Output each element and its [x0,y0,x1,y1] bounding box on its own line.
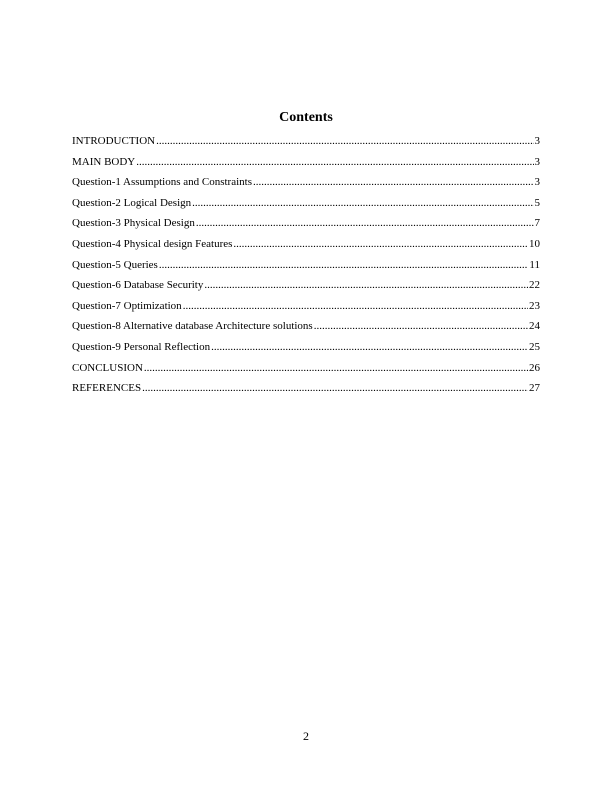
toc-entry-question-8[interactable] [72,319,540,340]
toc-entry-page: 22 [529,279,540,292]
toc-entry-page: 23 [529,299,540,312]
toc-entry-page: 27 [529,382,540,395]
toc-entry-label: Question-6 Database Security [72,279,204,292]
toc-entry-introduction[interactable] [72,134,540,155]
toc-entry-conclusion[interactable] [72,361,540,382]
toc-entry-question-3[interactable] [72,216,540,237]
toc-dot-leader [183,299,528,313]
toc-entry-page: 3 [534,135,540,147]
toc-entry-question-9[interactable] [72,340,540,361]
toc-dot-leader [233,237,528,251]
toc-entry-question-2[interactable] [72,196,540,217]
toc-dot-leader [156,134,533,148]
toc-entry-label: Question-4 Physical design Features [72,237,233,250]
toc-entry-label: Question-5 Queries [72,258,158,271]
toc-entry-label: Question-7 Optimization [72,299,182,312]
toc-entry-label: Question-2 Logical Design [72,196,192,209]
toc-dot-leader [314,319,528,333]
toc-entry-page: 26 [529,361,540,374]
toc-dot-leader [136,155,533,169]
toc-entry-page: 25 [529,340,540,353]
toc-entry-question-1[interactable] [72,175,540,196]
toc-entry-label: MAIN BODY [72,155,136,168]
toc-entry-label: CONCLUSION [72,361,143,374]
toc-entry-label: REFERENCES [72,382,142,395]
toc-title: Contents [279,110,333,125]
toc-entry-main-body[interactable] [72,155,540,176]
toc-entry-page: 5 [534,196,540,209]
toc-entry-label: Question-8 Alternative database Architecture solutions [72,320,313,333]
toc-entry-question-6[interactable] [72,278,540,299]
toc-dot-leader [142,381,528,395]
toc-dot-leader [253,175,534,189]
toc-entry-question-4[interactable] [72,237,540,258]
toc-entry-page: 24 [529,320,540,333]
toc-dot-leader [196,216,534,230]
toc-entry-label: INTRODUCTION [72,135,156,147]
toc-entry-label: Question-3 Physical Design [72,217,195,230]
page-number: 2 [303,729,309,743]
toc-entry-question-7[interactable] [72,299,540,320]
toc-entry-question-5[interactable] [72,258,540,279]
toc-dot-leader [159,258,529,272]
toc-dot-leader [211,340,528,354]
toc-dot-leader [192,196,533,210]
toc-entry-page: 7 [534,217,540,230]
toc-dot-leader [204,278,528,292]
toc-entry-page: 11 [529,258,540,271]
toc-entry-page: 3 [534,155,540,168]
toc-entry-references[interactable] [72,381,540,402]
toc-dot-leader [144,361,528,375]
toc-entry-page: 10 [529,237,540,250]
toc-entry-page: 3 [534,176,540,189]
toc-entry-label: Question-9 Personal Reflection [72,340,211,353]
table-of-contents [72,134,540,402]
toc-entry-label: Question-1 Assumptions and Constraints [72,176,252,189]
